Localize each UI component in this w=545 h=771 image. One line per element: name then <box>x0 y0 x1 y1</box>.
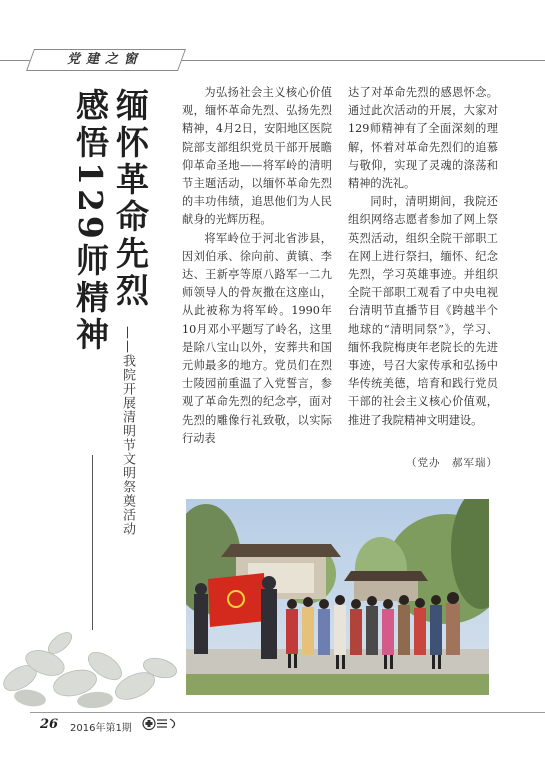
photo-illustration <box>186 499 489 695</box>
title-line-1: 缅怀革命先烈 <box>111 88 150 310</box>
article-subtitle: ——我院开展清明节文明祭奠活动 <box>120 326 135 536</box>
body-column-1 <box>182 84 332 448</box>
subtitle-rule <box>92 455 93 630</box>
issue-label: 2016年第1期 <box>70 723 132 734</box>
group-photo <box>186 499 489 695</box>
paragraph: 为弘扬社会主义核心价值观，缅怀革命先烈、弘扬先烈精神，4月2日，安阳地区医院院部支部组织党员干部开展瞻仰革命圣地——将军岭的清明节主题活动，以缅怀革命先烈的丰功伟绩，追思他们为人民献身的光辉历程。 <box>182 86 332 227</box>
party-flag <box>208 573 266 627</box>
title-line-2: 感悟129师精神 <box>71 88 110 354</box>
decorative-leaves <box>0 628 185 708</box>
footer-rule <box>30 712 545 713</box>
page-number: 26 <box>40 717 59 732</box>
article-title <box>70 88 150 354</box>
body-column-2 <box>348 84 498 430</box>
journal-logo <box>142 716 182 731</box>
author-signoff: （党办 郝军瑞） <box>406 457 498 469</box>
section-label: 党建之窗 <box>66 52 143 67</box>
paragraph: 达了对革命先烈的感恩怀念。通过此次活动的开展，大家对129师精神有了全面深刻的理解，怀着对革命先烈们的追慕与敬仰，实现了灵魂的涤荡和精神的洗礼。 <box>348 86 498 191</box>
paragraph: 同时，清明期间，我院还组织网络志愿者参加了网上祭英烈活动，组织全院干部职工在网上进行祭扫，缅怀、纪念先烈，学习英雄事迹。并组织全院干部职工观看了中央电视台清明节直播节目《跨越半个地球的“清明同祭”》，学习、缅怀我院梅庚年老院长的先进事迹，号召大家传承和弘扬中华传统美德，培育和践行党员干部的社会主义核心价值观，推进了我院精神文明建设。 <box>348 195 498 427</box>
paragraph: 将军岭位于河北省涉县，因刘伯承、徐向前、黄镇、李达、王新亭等原八路军一二九师领导人的骨灰撒在这座山，从此被称为将军岭。1990年10月邓小平题写了岭名，这里是除八宝山以外，安葬共和国元帅最多的地方。党员们在烈士陵园前重温了入党誓言，参观了革命先烈的纪念亭，面对先烈的雕像行礼致敬，以实际行动表 <box>182 231 332 445</box>
